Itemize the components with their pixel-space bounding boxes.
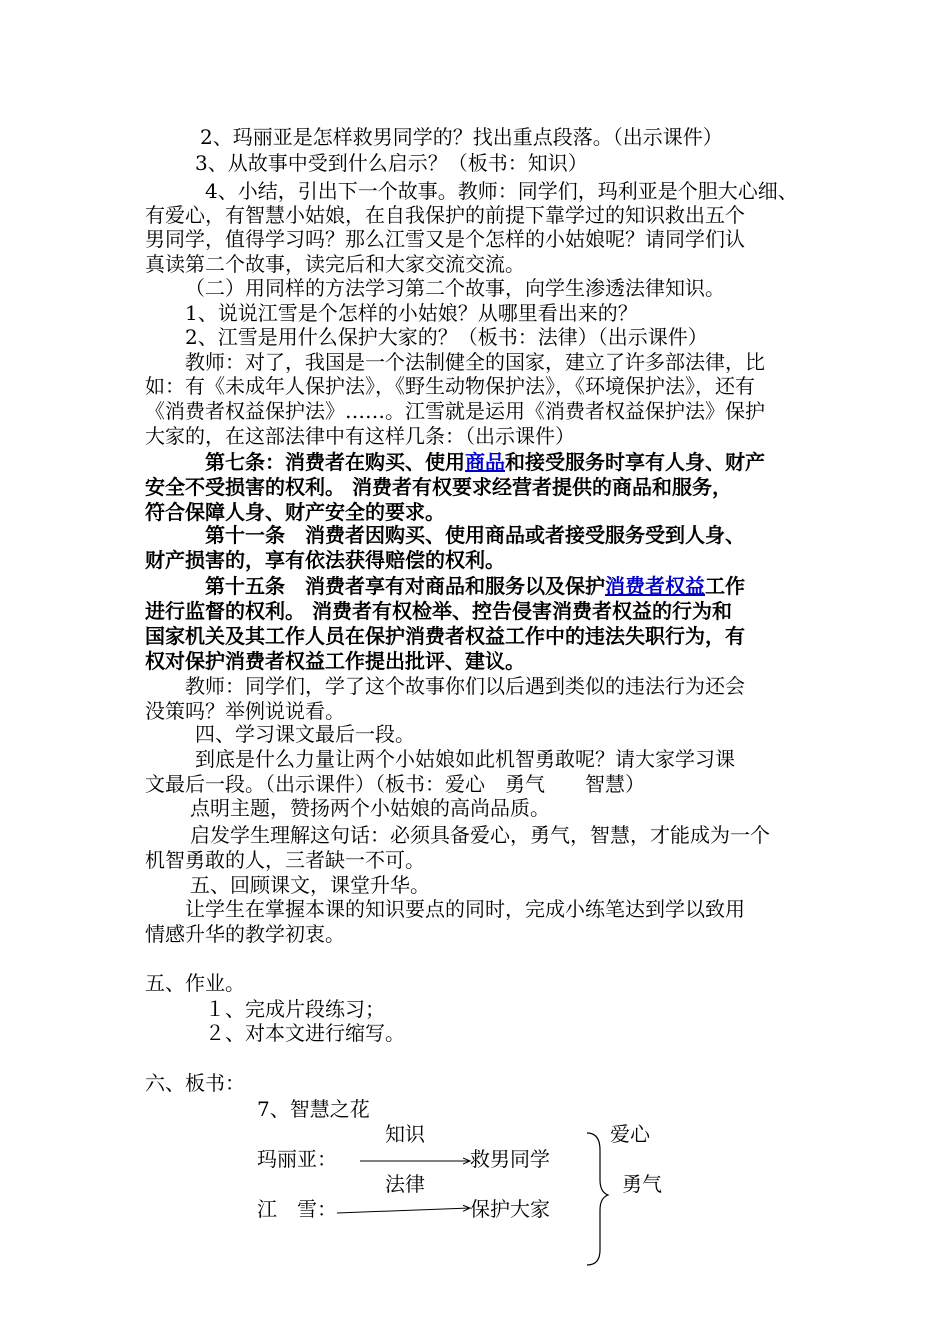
arrow-law xyxy=(337,1208,470,1213)
text-line: 3、从故事中受到什么启示？（板书：知识） xyxy=(195,151,588,175)
article-15-line-2: 进行监督的权利。 消费者有权检举、控告侵害消费者权益的行为和 xyxy=(145,599,732,623)
article-15-line-3: 国家机关及其工作人员在保护消费者权益工作中的违法失职行为，有 xyxy=(145,624,745,648)
article-text: 第七条：消费者在购买、使用 xyxy=(205,450,465,474)
article-7-line-2: 安全不受损害的权利。 消费者有权要求经营者提供的商品和服务， xyxy=(145,475,732,499)
text-line: 文最后一段。（出示课件）（板书：爱心 勇气 智慧） xyxy=(145,772,645,796)
board-label-law: 法律 xyxy=(385,1172,425,1196)
text-line: 启发学生理解这句话：必须具备爱心，勇气，智慧，才能成为一个 xyxy=(190,823,770,847)
text-line: 有爱心，有智慧小姑娘，在自我保护的前提下靠学过的知识救出五个 xyxy=(145,203,745,227)
text-line: 点明主题，赞扬两个小姑娘的高尚品质。 xyxy=(190,796,550,820)
text-line: 机智勇敢的人，三者缺一不可。 xyxy=(145,848,425,872)
board-label-knowledge: 知识 xyxy=(385,1122,425,1146)
article-text: 和接受服务时享有人身、财产 xyxy=(505,450,765,474)
text-line: 2、玛丽亚是怎样救男同学的？找出重点段落。（出示课件） xyxy=(200,125,723,149)
board-virtue-courage: 勇气 xyxy=(622,1172,662,1196)
text-line: 教师：同学们，学了这个故事你们以后遇到类似的违法行为还会 xyxy=(185,674,745,698)
text-line: 1、说说江雪是个怎样的小姑娘？从哪里看出来的？ xyxy=(185,301,638,325)
text-line: 情感升华的教学初衷。 xyxy=(145,922,345,946)
text-line: 教师：对了，我国是一个法制健全的国家，建立了许多部法律，比 xyxy=(185,350,765,374)
homework-item: ２、对本文进行缩写。 xyxy=(205,1021,405,1045)
text-line: 真读第二个故事，读完后和大家交流交流。 xyxy=(145,252,525,276)
homework-item: １、完成片段练习； xyxy=(205,997,385,1021)
board-name-maliya: 玛丽亚： xyxy=(257,1147,337,1171)
board-virtue-love: 爱心 xyxy=(610,1122,650,1146)
text-line: 四、学习课文最后一段。 xyxy=(195,722,415,746)
article-15-line-4: 权对保护消费者权益工作提出批评、建议。 xyxy=(145,649,525,673)
board-result-protect: 保护大家 xyxy=(470,1197,550,1221)
text-line: 大家的，在这部法律中有这样几条：（出示课件） xyxy=(145,424,575,448)
text-line: 《消费者权益保护法》……。江雪就是运用《消费者权益保护法》保护 xyxy=(145,399,765,423)
text-line: 如：有《未成年人保护法》，《野生动物保护法》，《环境保护法》，还有 xyxy=(145,374,755,398)
consumer-rights-link[interactable]: 消费者权益 xyxy=(605,574,705,598)
article-text: 第十五条 消费者享有对商品和服务以及保护 xyxy=(205,574,605,598)
text-line: （二）用同样的方法学习第二个故事，向学生渗透法律知识。 xyxy=(185,276,725,300)
board-lesson-title: 7、智慧之花 xyxy=(257,1097,370,1121)
board-heading: 六、板书： xyxy=(145,1071,245,1095)
board-result-rescue: 救男同学 xyxy=(470,1147,550,1171)
text-line: 4、小结，引出下一个故事。教师：同学们，玛利亚是个胆大心细、 xyxy=(205,179,798,203)
article-text: 工作 xyxy=(705,574,745,598)
article-11-line-1: 第十一条 消费者因购买、使用商品或者接受服务受到人身、 xyxy=(205,523,745,547)
board-name-jiangxue: 江 雪： xyxy=(257,1197,337,1221)
text-line: 五、回顾课文，课堂升华。 xyxy=(190,873,430,897)
article-7-line-3: 符合保障人身、财产安全的要求。 xyxy=(145,500,445,524)
text-line: 没策吗？举例说说看。 xyxy=(145,699,345,723)
product-link[interactable]: 商品 xyxy=(465,450,505,474)
homework-heading: 五、作业。 xyxy=(145,971,245,995)
article-11-line-2: 财产损害的，享有依法获得赔偿的权利。 xyxy=(145,548,505,572)
text-line: 到底是什么力量让两个小姑娘如此机智勇敢呢？请大家学习课 xyxy=(195,747,735,771)
brace-icon xyxy=(587,1133,608,1265)
text-line: 男同学，值得学习吗？那么江雪又是个怎样的小姑娘呢？请同学们认 xyxy=(145,227,745,251)
text-line: 2、江雪是用什么保护大家的？（板书：法律）（出示课件） xyxy=(185,325,708,349)
text-line: 让学生在掌握本课的知识要点的同时，完成小练笔达到学以致用 xyxy=(185,897,745,921)
